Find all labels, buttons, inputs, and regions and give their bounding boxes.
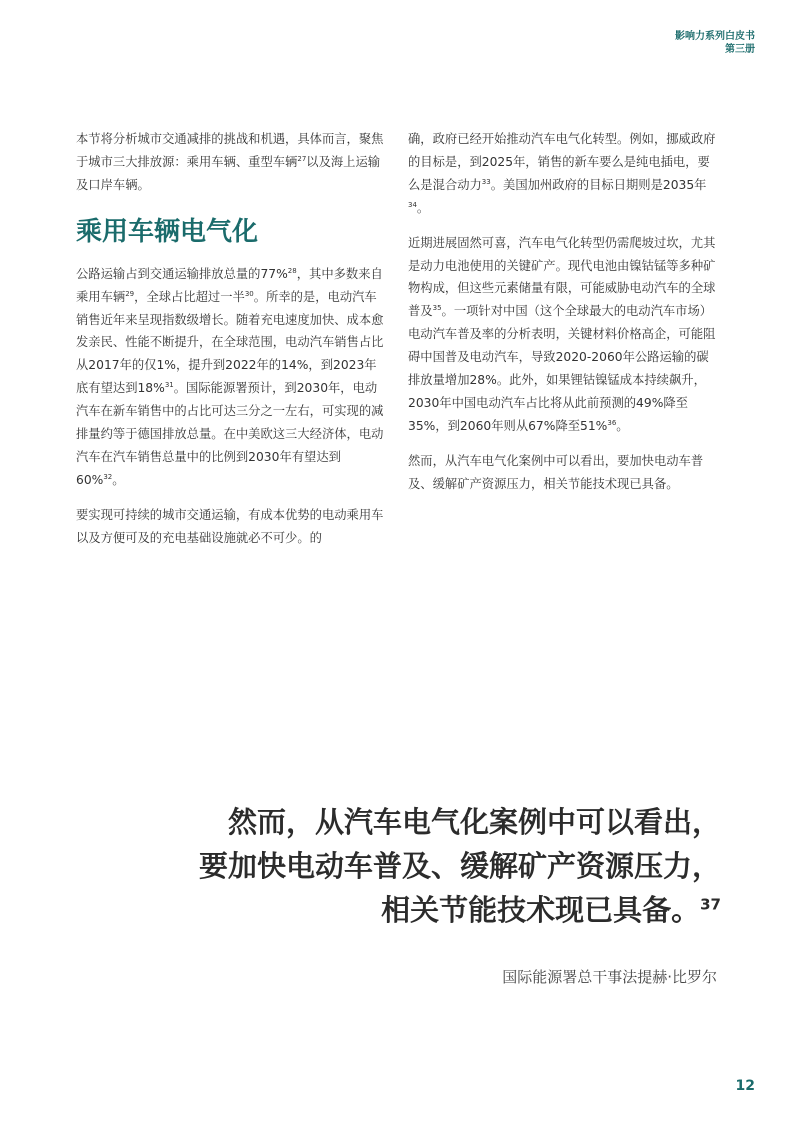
series-title: 影响力系列白皮书 — [675, 31, 755, 42]
section-title: 乘用车辆电气化 — [76, 216, 259, 247]
right-column — [408, 128, 718, 508]
body-paragraph: 公路运输占到交通运输排放总量的77%$^{28}$，其中多数来自乘用车辆$^{29}$，全球占比超过一半$^{30}$。所幸的是，电动汽车销售近年来呈现指数级增长。随着充电速度加快、成本愈发亲民、性能不断提升，在全球范围，电动汽车销售占比从2017年的仅1%，提升到2022年的14%，到2023年底有望达到18%$^{31}$。国际能源署预计，到2030年，电动汽车在新车销售中的占比可达三分之一左右，可实现的减排量约等于德国排放总量。在中美欧这三大经济体，电动汽车在汽车销售总量中的比例到2030年有望达到60%$^{32}$。 — [76, 266, 384, 487]
quote-line: 要加快电动车普及、缓解矿产资源压力， — [198, 849, 721, 883]
footnote-ref: 32 — [103, 472, 113, 481]
footnote-ref: 36 — [607, 418, 617, 427]
volume-label: 第三册 — [725, 44, 755, 55]
footnote-ref: 31 — [164, 381, 174, 390]
footnote-ref: 27 — [297, 154, 307, 163]
footnote-ref: 30 — [244, 289, 254, 298]
pull-quote — [101, 800, 721, 932]
body-paragraph: 近期进展固然可喜，汽车电气化转型仍需爬坡过坎，尤其是动力电池使用的关键矿产。现代电池由镍钴锰等多种矿物构成，但这些元素储量有限，可能威胁电动汽车的全球普及$^{35}$。一项针对中国（这个全球最大的电动汽车市场）电动汽车普及率的分析表明，关键材料价格高企，可能阻碍中国普及电动汽车，导致2020-2060年公路运输的碳排放量增加28%。此外，如果锂钴镍锰成本持续飙升，2030年中国电动汽车占比将从此前预测的49%降至35%，到2060年则从67%降至51%$^{36}$。 — [408, 235, 716, 433]
left-column — [76, 128, 386, 562]
quote-attribution: 国际能源署总干事法提赫·比罗尔 — [502, 968, 717, 986]
footnote-ref: 33 — [481, 177, 491, 186]
quote-line: 相关节能技术现已具备。$^{37}$ — [381, 893, 721, 927]
footnote-ref: 37 — [700, 895, 721, 914]
footnote-ref: 29 — [125, 289, 135, 298]
body-paragraph: 然而，从汽车电气化案例中可以看出，要加快电动车普及、缓解矿产资源压力，相关节能技术现已具备。 — [408, 453, 704, 491]
quote-line: 然而，从汽车电气化案例中可以看出， — [227, 805, 721, 839]
footnote-ref: 28 — [287, 266, 297, 275]
footnote-ref: 35 — [432, 304, 442, 313]
body-paragraph: 要实现可持续的城市交通运输，有成本优势的电动乘用车以及方便可及的充电基础设施就必不可少。的 — [76, 507, 384, 545]
footnote-ref: 34 — [408, 200, 417, 209]
intro-paragraph: 本节将分析城市交通减排的挑战和机遇，具体而言，聚焦于城市三大排放源：乘用车辆、重型车辆$^{27}$以及海上运输及口岸车辆。 — [76, 132, 384, 192]
body-paragraph: 确，政府已经开始推动汽车电气化转型。例如，挪威政府的目标是，到2025年，销售的新车要么是纯电插电，要么是混合动力$^{33}$。美国加州政府的目标日期则是2035年$^{34}$。 — [408, 132, 716, 215]
page-number: 12 — [735, 1078, 755, 1094]
page-header — [675, 30, 755, 56]
